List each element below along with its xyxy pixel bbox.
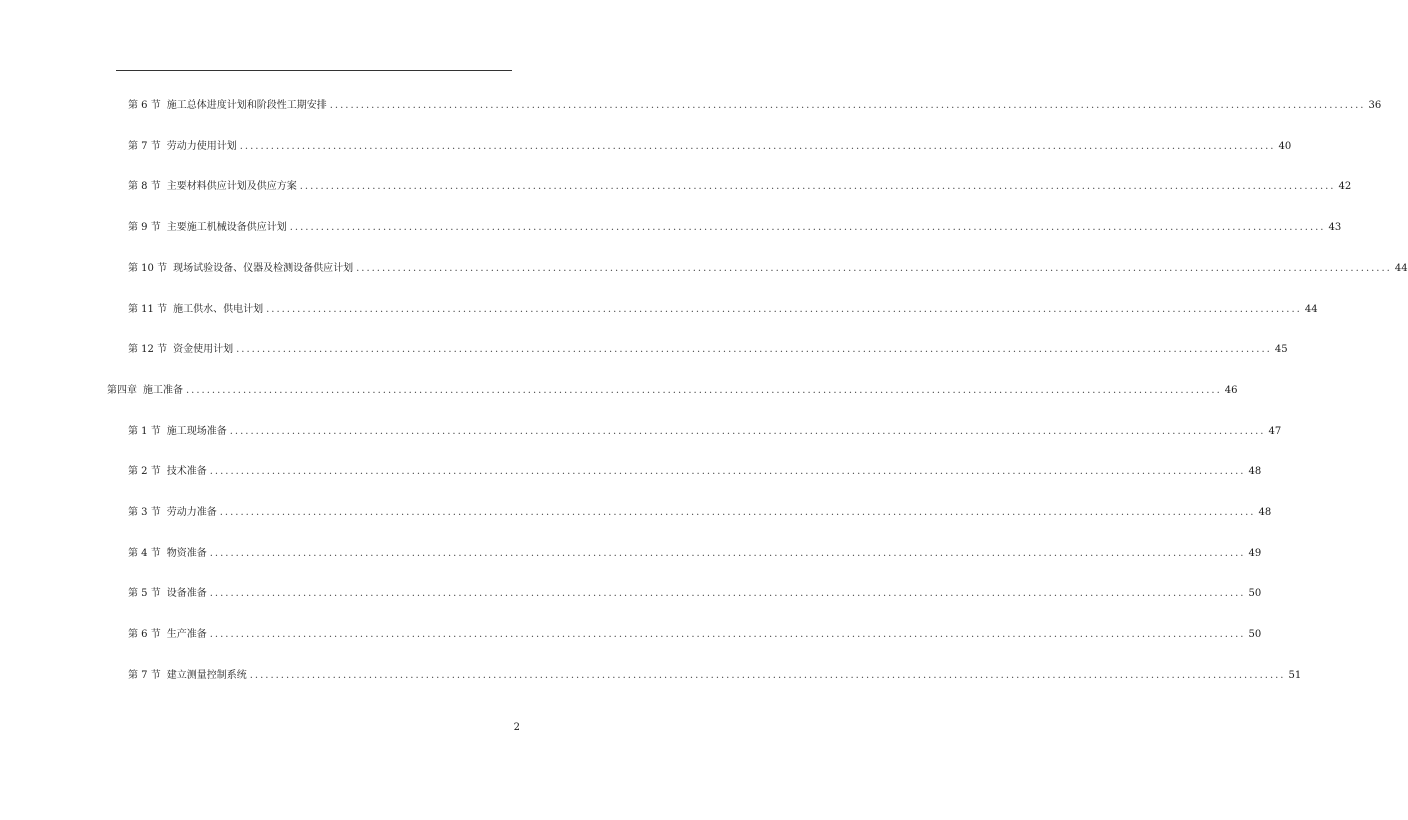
toc-leader-dots: ........................................................................................................................................................................................................ — [239, 141, 1276, 152]
toc-entry-page: 44 — [1304, 304, 1318, 315]
toc-leader-dots: ........................................................................................................................................................................................................ — [219, 507, 1256, 518]
toc-leader-dots: ........................................................................................................................................................................................................ — [209, 548, 1246, 559]
toc-entry-page: 48 — [1248, 466, 1262, 477]
toc-section-entry[interactable] — [128, 261, 1408, 277]
toc-entry-title: 资金使用计划 — [173, 344, 234, 355]
toc-entry-title: 施工总体进度计划和阶段性工期安排 — [166, 100, 327, 111]
toc-section-entry[interactable] — [128, 139, 1292, 155]
toc-entry-title: 现场试验设备、仪器及检测设备供应计划 — [173, 263, 354, 274]
toc-entry-number: 第 4 节 — [128, 548, 161, 559]
toc-section-entry[interactable] — [128, 505, 1272, 521]
toc-entry-number: 第 6 节 — [128, 629, 161, 640]
toc-entry-page: 46 — [1224, 385, 1238, 396]
toc-entry-page: 44 — [1394, 263, 1408, 274]
toc-section-entry[interactable] — [128, 464, 1262, 480]
toc-entry-page: 43 — [1328, 222, 1342, 233]
toc-entry-page: 50 — [1248, 588, 1262, 599]
toc-entry-title: 建立测量控制系统 — [166, 670, 247, 681]
toc-entry-number: 第 8 节 — [128, 181, 161, 192]
toc-entry-page: 48 — [1258, 507, 1272, 518]
toc-section-entry[interactable] — [128, 98, 1382, 114]
toc-leader-dots: ........................................................................................................................................................................................................ — [266, 304, 1302, 315]
toc-entry-number: 第 7 节 — [128, 670, 161, 681]
toc-leader-dots: ........................................................................................................................................................................................................ — [249, 670, 1286, 681]
toc-entry-title: 技术准备 — [166, 466, 207, 477]
toc-leader-dots: ........................................................................................................................................................................................................ — [209, 588, 1246, 599]
toc-section-entry[interactable] — [128, 586, 1262, 602]
toc-entry-title: 施工现场准备 — [166, 426, 227, 437]
toc-section-entry[interactable] — [128, 179, 1352, 195]
toc-entry-page: 40 — [1278, 141, 1292, 152]
toc-section-entry[interactable] — [128, 220, 1342, 236]
toc-leader-dots: ........................................................................................................................................................................................................ — [229, 426, 1266, 437]
toc-section-entry[interactable] — [128, 424, 1282, 440]
toc-entry-title: 主要材料供应计划及供应方案 — [166, 181, 297, 192]
toc-entry-title: 主要施工机械设备供应计划 — [166, 222, 287, 233]
toc-entry-page: 51 — [1288, 670, 1302, 681]
toc-entry-title: 劳动力使用计划 — [166, 141, 237, 152]
toc-entry-page: 50 — [1248, 629, 1262, 640]
toc-entry-page: 36 — [1368, 100, 1382, 111]
toc-leader-dots: ........................................................................................................................................................................................................ — [329, 100, 1366, 111]
toc-entry-title: 设备准备 — [166, 588, 207, 599]
toc-leader-dots: ........................................................................................................................................................................................................ — [356, 263, 1392, 274]
toc-entry-number: 第四章 — [107, 385, 137, 396]
toc-chapter-entry[interactable] — [107, 383, 1238, 399]
toc-entry-number: 第 3 节 — [128, 507, 161, 518]
toc-leader-dots: ........................................................................................................................................................................................................ — [289, 222, 1326, 233]
toc-entry-number: 第 5 节 — [128, 588, 161, 599]
toc-entry-number: 第 2 节 — [128, 466, 161, 477]
toc-entry-number: 第 10 节 — [128, 263, 168, 274]
toc-entry-title: 施工准备 — [143, 385, 183, 396]
toc-entry-page: 42 — [1338, 181, 1352, 192]
page-number: 2 — [513, 722, 520, 733]
toc-section-entry[interactable] — [128, 668, 1302, 684]
toc-leader-dots: ........................................................................................................................................................................................................ — [299, 181, 1336, 192]
toc-entry-page: 45 — [1274, 344, 1288, 355]
toc-entry-title: 施工供水、供电计划 — [173, 304, 264, 315]
toc-entry-title: 生产准备 — [166, 629, 207, 640]
toc-leader-dots: ........................................................................................................................................................................................................ — [236, 344, 1272, 355]
toc-entry-number: 第 12 节 — [128, 344, 168, 355]
toc-leader-dots: ........................................................................................................................................................................................................ — [209, 629, 1246, 640]
toc-entry-number: 第 1 节 — [128, 426, 161, 437]
toc-entry-title: 劳动力准备 — [166, 507, 217, 518]
toc-entry-page: 47 — [1268, 426, 1282, 437]
toc-entry-page: 49 — [1248, 548, 1262, 559]
toc-leader-dots: ........................................................................................................................................................................................................ — [186, 385, 1222, 396]
header-rule — [116, 70, 512, 71]
toc-leader-dots: ........................................................................................................................................................................................................ — [209, 466, 1246, 477]
toc-entry-number: 第 7 节 — [128, 141, 161, 152]
toc-entry-number: 第 9 节 — [128, 222, 161, 233]
toc-section-entry[interactable] — [128, 627, 1262, 643]
toc-section-entry[interactable] — [128, 342, 1288, 358]
toc-section-entry[interactable] — [128, 546, 1262, 562]
toc-entry-number: 第 6 节 — [128, 100, 161, 111]
toc-entry-title: 物资准备 — [166, 548, 207, 559]
toc-entry-number: 第 11 节 — [128, 304, 168, 315]
toc-section-entry[interactable] — [128, 302, 1318, 318]
